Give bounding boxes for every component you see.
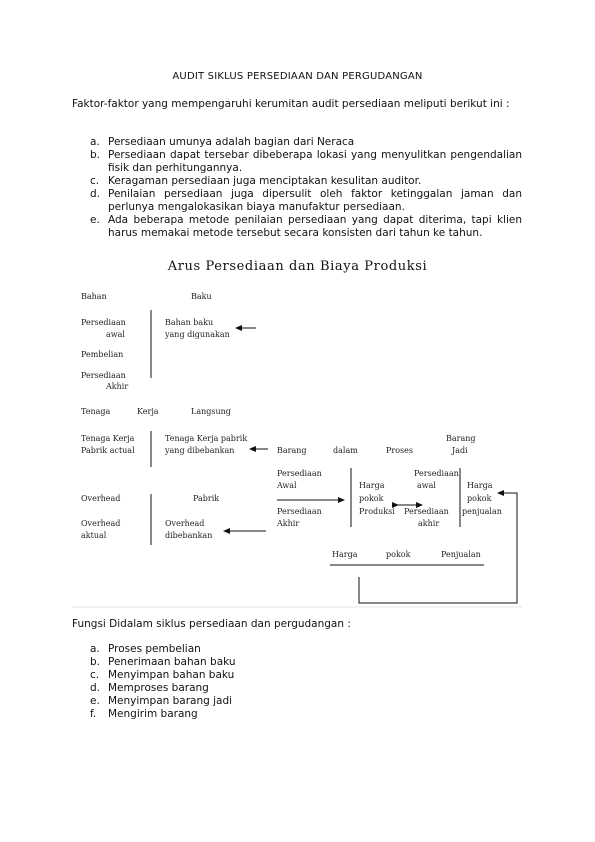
- label-persediaan-akhir-2: Akhir: [106, 382, 129, 391]
- list-marker: a.: [90, 643, 100, 655]
- label-oh-aktual: Overhead: [81, 519, 121, 528]
- list-marker: c.: [90, 175, 100, 187]
- label-hpj-3: penjualan: [462, 507, 502, 516]
- list-item: [90, 669, 522, 682]
- list-item: [90, 682, 522, 695]
- document-title: AUDIT SIKLUS PERSEDIAAN DAN PERGUDANGAN: [172, 71, 423, 82]
- label-tk-dibebankan: Tenaga Kerja pabrik: [165, 434, 248, 443]
- label-pembelian: Pembelian: [81, 350, 124, 359]
- intro-paragraph: Faktor-faktor yang mempengaruhi kerumitan audit persediaan meliputi berikut ini :: [72, 98, 510, 110]
- label-bj-persediaan-awal: Persediaan: [414, 469, 459, 478]
- label-oh-dibebankan: Overhead: [165, 519, 205, 528]
- label-hpp-2: pokok: [359, 494, 384, 503]
- list-marker: e.: [90, 214, 100, 226]
- list-item-text: Persediaan dapat tersebar dibeberapa lokasi yang menyulitkan pengendalian fisik dan perhitungannya.: [108, 149, 522, 174]
- diagram-title: Arus Persediaan dan Biaya Produksi: [167, 259, 428, 274]
- label-bahan: Bahan: [81, 292, 107, 301]
- label-kerja: Kerja: [137, 407, 159, 416]
- label-persediaan-akhir: Persediaan: [81, 371, 126, 380]
- list-item-text: Penerimaan bahan baku: [108, 656, 236, 668]
- list-item: [90, 214, 522, 240]
- list-item-text: Mengirim barang: [108, 708, 198, 720]
- label-pabrik: Pabrik: [193, 494, 220, 503]
- label-baku: Baku: [191, 292, 212, 301]
- label-oh-aktual-2: aktual: [81, 531, 107, 540]
- label-hpp-bottom-2: pokok: [386, 550, 411, 559]
- label-hpp-bottom-3: Penjualan: [441, 550, 481, 559]
- label-tk-pabrik: Tenaga Kerja: [81, 434, 135, 443]
- list-item: [90, 136, 522, 149]
- label-barang-jadi: Barang: [446, 434, 476, 443]
- list-marker: f.: [90, 708, 97, 720]
- label-barang-jadi-2: Jadi: [452, 446, 468, 455]
- list-item-text: Penilaian persediaan juga dipersulit oleh faktor ketinggalan jaman dan perlunya mengalokasikan biaya manufaktur persediaan.: [108, 188, 522, 213]
- label-barang: Barang: [277, 446, 307, 455]
- factors-list: [90, 136, 522, 240]
- list-item-text: Ada beberapa metode penilaian persediaan yang dapat diterima, tapi klien harus memakai metode tersebut secara konsisten dari tahun ke tahun.: [108, 214, 522, 239]
- label-bdp-persediaan-akhir: Persediaan: [277, 507, 322, 516]
- label-hpp-bottom: Harga: [332, 550, 358, 559]
- list-item-text: Persediaan umunya adalah bagian dari Neraca: [108, 136, 355, 148]
- list-marker: d.: [90, 682, 101, 694]
- label-bdp-persediaan-awal-2: Awal: [277, 481, 297, 490]
- list-item: [90, 149, 522, 175]
- label-overhead: Overhead: [81, 494, 121, 503]
- list-marker: b.: [90, 656, 101, 668]
- label-hpj-2: pokok: [467, 494, 492, 503]
- label-bahan-baku: Bahan baku: [165, 318, 214, 327]
- label-bdp-persediaan-awal: Persediaan: [277, 469, 322, 478]
- list-item: [90, 695, 522, 708]
- list-item: [90, 708, 522, 721]
- label-bj-persediaan-awal-2: awal: [417, 481, 436, 490]
- list-item-text: Proses pembelian: [108, 643, 201, 655]
- label-oh-dibebankan-2: dibebankan: [165, 531, 213, 540]
- label-persediaan-awal-2: awal: [106, 330, 125, 339]
- label-hpp: Harga: [359, 481, 385, 490]
- label-dalam: dalam: [333, 446, 358, 455]
- list-marker: a.: [90, 136, 100, 148]
- list-item-text: Menyimpan barang jadi: [108, 695, 233, 707]
- list-marker: e.: [90, 695, 100, 707]
- list-item: [90, 175, 522, 188]
- functions-list: [90, 643, 522, 721]
- label-langsung: Langsung: [191, 407, 231, 416]
- label-tk-pabrik-2: Pabrik actual: [81, 446, 135, 455]
- list-item: [90, 656, 522, 669]
- label-proses: Proses: [386, 446, 413, 455]
- fungsi-intro: Fungsi Didalam siklus persediaan dan pergudangan :: [72, 618, 351, 630]
- list-marker: c.: [90, 669, 100, 681]
- label-tenaga: Tenaga: [81, 407, 111, 416]
- label-hpp-3: Produksi: [359, 507, 395, 516]
- label-hpj: Harga: [467, 481, 493, 490]
- label-persediaan-awal: Persediaan: [81, 318, 126, 327]
- list-item-text: Menyimpan bahan baku: [108, 669, 235, 681]
- list-marker: d.: [90, 188, 101, 200]
- label-bj-persediaan-akhir: Persediaan: [404, 507, 449, 516]
- list-item-text: Memproses barang: [108, 682, 209, 694]
- label-bahan-baku-2: yang digunakan: [165, 330, 230, 339]
- label-bj-persediaan-akhir-2: akhir: [418, 519, 440, 528]
- list-item-text: Keragaman persediaan juga menciptakan kesulitan auditor.: [108, 175, 422, 187]
- list-item: [90, 643, 522, 656]
- list-item: [90, 188, 522, 214]
- list-marker: b.: [90, 149, 101, 161]
- label-bdp-persediaan-akhir-2: Akhir: [277, 519, 300, 528]
- label-tk-dibebankan-2: yang dibebankan: [165, 446, 235, 455]
